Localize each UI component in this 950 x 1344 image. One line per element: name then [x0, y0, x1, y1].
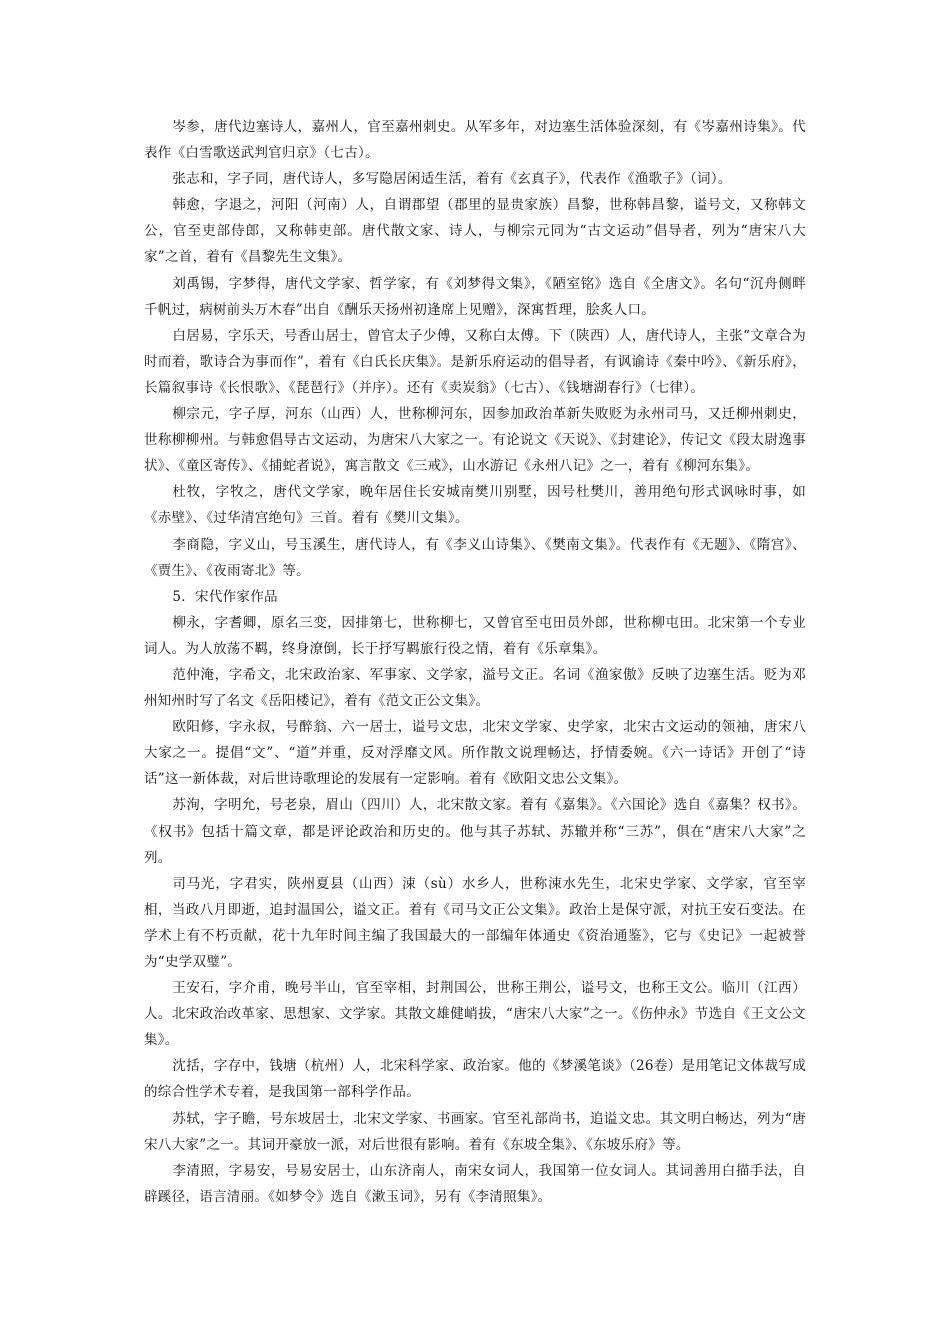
paragraph-shen-kuo: 沈括，字存中，钱塘（杭州）人，北宋科学家、政治家。他的《梦溪笔谈》（26卷）是用笔记文体裁写成的综合性学术专着，是我国第一部科学作品。 — [144, 1058, 806, 1101]
paragraph-ouyang-xiu: 欧阳修，字永叔，号醉翁、六一居士，谥号文忠，北宋文学家、史学家，北宋古文运动的领袖，唐宋八大家之一。提倡“文”、“道”并重，反对浮靡文风。所作散文说理畅达，抒情委婉。《六一诗话》开创了“诗话”这一新体裁，对后世诗歌理论的发展有一定影响。着有《欧阳文忠公文集》。 — [144, 719, 806, 788]
paragraph-cen-shen: 岑参，唐代边塞诗人，嘉州人，官至嘉州刺史。从军多年，对边塞生活体验深刻，有《岑嘉州诗集》。代表作《白雪歌送武判官归京》（七古）。 — [144, 119, 806, 162]
paragraph-li-shangyin: 李商隐，字义山，号玉溪生，唐代诗人，有《李义山诗集》、《樊南文集》。代表作有《无题》、《隋宫》、《贾生》、《夜雨寄北》等。 — [144, 536, 806, 579]
paragraph-su-shi: 苏轼，字子瞻，号东坡居士，北宋文学家、书画家。官至礼部尚书，追谥文忠。其文明白畅达，列为“唐宋八大家”之一。其词开豪放一派，对后世很有影响。着有《东坡全集》、《东坡乐府》等。 — [144, 1110, 806, 1153]
paragraph-sima-guang: 司马光，字君实，陕州夏县（山西）涑（sù）水乡人，世称涑水先生，北宋史学家、文学家，官至宰相，当政八月即逝，追封温国公，谥文正。着有《司马文正公文集》。政治上是保守派，对抗王安石变法。在学术上有不朽贡献，花十九年时间主编了我国最大的一部编年体通史《资治通鉴》，它与《史记》一起被誉为“史学双璧”。 — [144, 875, 806, 970]
paragraph-zhang-zhihe: 张志和，字子同，唐代诗人，多写隐居闲适生活，着有《玄真子》，代表作《渔歌子》（词）。 — [172, 171, 732, 188]
paragraph-wang-anshi: 王安石，字介甫，晚号半山，官至宰相，封荆国公，世称王荆公，谥号文，也称王文公。临川（江西）人。北宋政治改革家、思想家、文学家。其散文雄健峭拔，“唐宋八大家”之一。《伤仲永》节选自《王文公文集》。 — [144, 980, 806, 1049]
document-body — [144, 114, 806, 1210]
paragraph-du-mu: 杜牧，字牧之，唐代文学家，晚年居住长安城南樊川别墅，因号杜樊川，善用绝句形式讽咏时事，如《赤壁》、《过华清宫绝句》三首。着有《樊川文集》。 — [144, 484, 806, 527]
paragraph-liu-yuxi: 刘禹锡，字梦得，唐代文学家、哲学家，有《刘梦得文集》，《陋室铭》选自《全唐文》。名句“沉舟侧畔千帆过，病树前头万木春”出自《酬乐天扬州初逢席上见赠》，深寓哲理，脍炙人口。 — [144, 275, 806, 318]
paragraph-han-yu: 韩愈，字退之，河阳（河南）人，自谓郡望（郡里的显贵家族）昌黎，世称韩昌黎，谥号文，又称韩文公，官至吏部侍郎，又称韩吏部。唐代散文家、诗人，与柳宗元同为“古文运动”倡导者，列为“唐宋八大家”之首，着有《昌黎先生文集》。 — [144, 197, 806, 266]
paragraph-li-qingzhao: 李清照，字易安，号易安居士，山东济南人，南宋女词人，我国第一位女词人。其词善用白描手法，自辟蹊径，语言清丽。《如梦令》选自《漱玉词》，另有《李清照集》。 — [144, 1162, 806, 1205]
paragraph-bai-juyi: 白居易，字乐天，号香山居士，曾官太子少傅，又称白太傅。下（陕西）人，唐代诗人，主张“文章合为时而着，歌诗合为事而作”，着有《白氏长庆集》。是新乐府运动的倡导者，有讽谕诗《秦中吟》、《新乐府》，长篇叙事诗《长恨歌》、《琵琶行》（并序）。还有《卖炭翁》（七古）、《钱塘湖春行》（七律）。 — [144, 327, 806, 396]
paragraph-fan-zhongyan: 范仲淹，字希文，北宋政治家、军事家、文学家，溢号文正。名词《渔家傲》反映了边塞生活。贬为邓州知州时写了名文《岳阳楼记》，着有《范文正公文集》。 — [144, 666, 806, 710]
paragraph-liu-yong: 柳永，字耆卿，原名三变，因排第七，世称柳七，又曾官至屯田员外郎，世称柳屯田。北宋第一个专业词人。为人放荡不羁，终身潦倒，长于抒写羁旅行役之情，着有《乐章集》。 — [144, 614, 806, 657]
paragraph-liu-zongyuan: 柳宗元，字子厚，河东（山西）人，世称柳河东，因参加政治革新失败贬为永州司马，又迁柳州刺史，世称柳柳州。与韩愈倡导古文运动，为唐宋八大家之一。有论说文《天说》、《封建论》，传记文《段太尉逸事状》、《童区寄传》、《捕蛇者说》，寓言散文《三戒》，山水游记《永州八记》之一，着有《柳河东集》。 — [144, 406, 806, 475]
section-heading: 5．宋代作家作品 — [172, 588, 278, 605]
paragraph-su-xun: 苏洵，字明允，号老泉，眉山（四川）人，北宋散文家。着有《嘉集》。《六国论》选自《嘉集？权书》。《权书》包括十篇文章，都是评论政治和历史的。他与其子苏轼、苏辙并称“三苏”，俱在“唐宋八大家”之列。 — [144, 797, 806, 866]
